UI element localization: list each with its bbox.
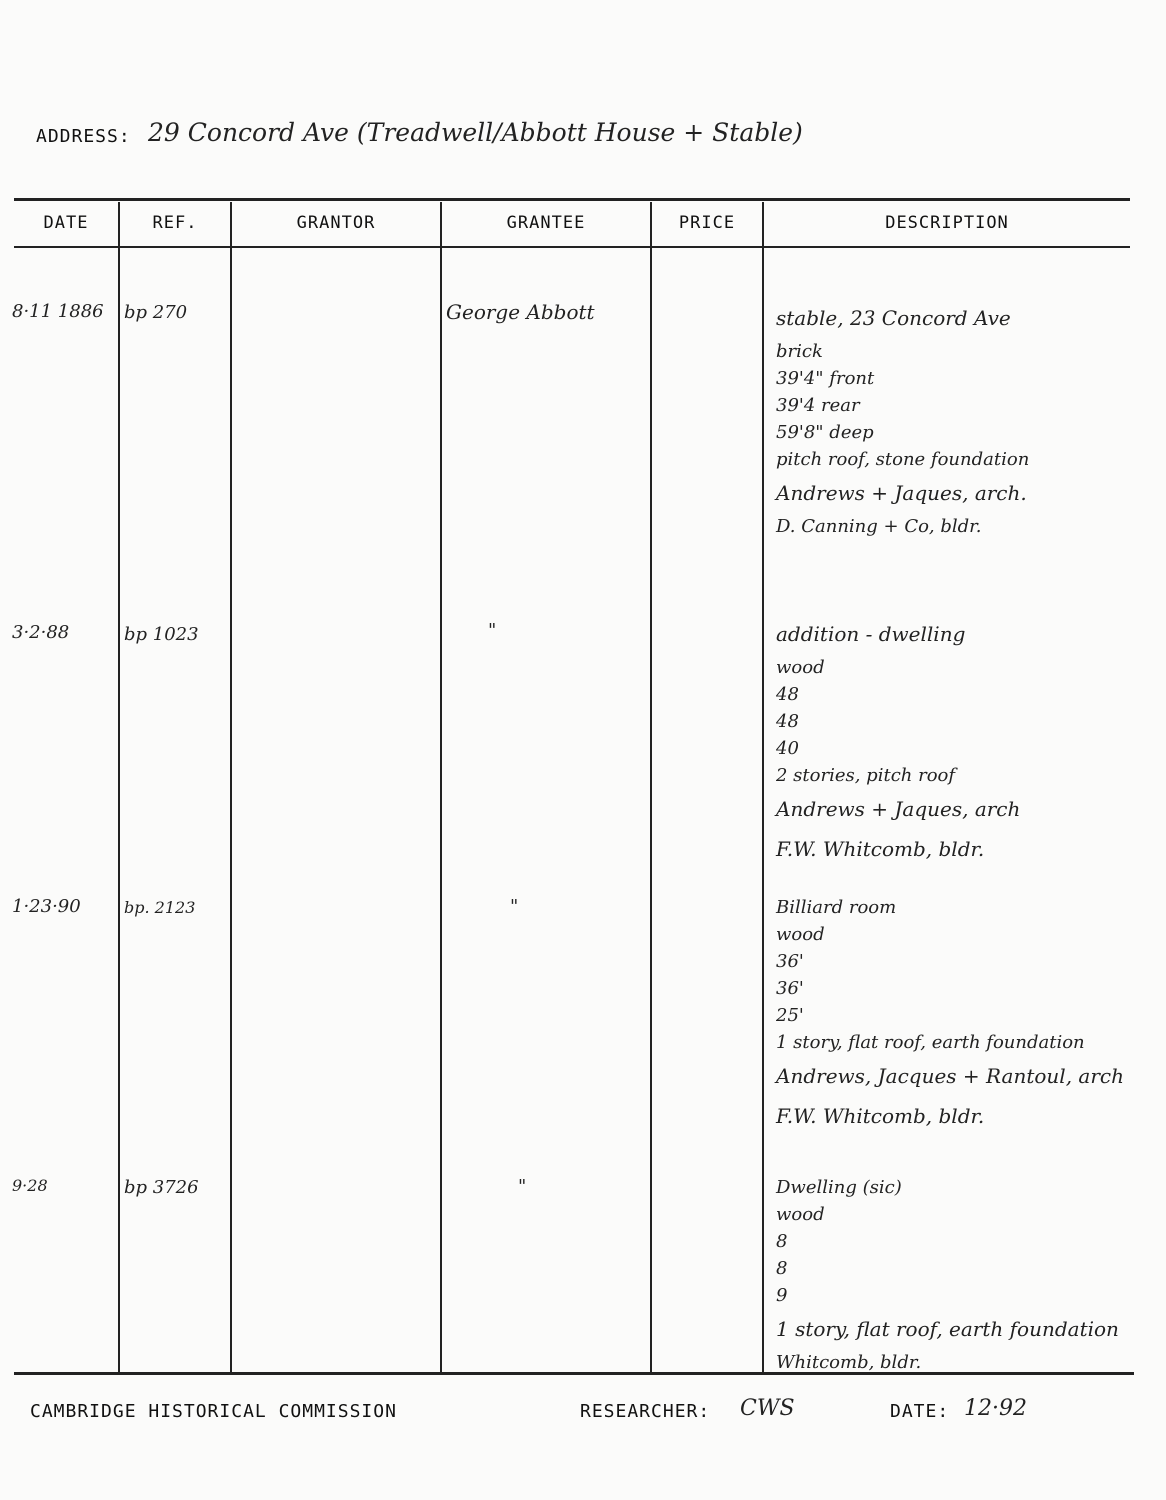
description-line: F.W. Whitcomb, bldr. [776, 837, 985, 861]
row-ref: bp 270 [124, 302, 188, 323]
description-line: 9 [776, 1285, 788, 1306]
description-line: pitch roof, stone foundation [776, 449, 1030, 470]
row-description [776, 298, 1126, 540]
row-date: 8·11 1886 [12, 301, 104, 322]
row-ref: bp 3726 [124, 1177, 199, 1198]
description-line: wood [776, 657, 825, 678]
row-ref: bp 1023 [124, 624, 199, 645]
researcher-label: RESEARCHER: [580, 1401, 711, 1422]
description-line: 25' [776, 1005, 804, 1026]
description-line: Andrews + Jaques, arch. [776, 481, 1027, 505]
date-label: DATE: [890, 1401, 950, 1422]
column-header-date: DATE [43, 213, 89, 233]
description-line: Billiard room [776, 897, 897, 918]
row-description [776, 1174, 1126, 1376]
column-divider [118, 202, 120, 1372]
column-divider [650, 202, 652, 1372]
row-grantee: " [510, 896, 519, 917]
description-line: 48 [776, 684, 799, 705]
column-header-ref: REF. [152, 213, 198, 233]
description-line: 8 [776, 1231, 788, 1252]
column-header-price: PRICE [678, 213, 736, 233]
column-header-description: DESCRIPTION [885, 213, 1009, 233]
description-line: 1 story, flat roof, earth foundation [776, 1032, 1085, 1053]
table-top-rule [14, 198, 1130, 201]
row-date: 9·28 [12, 1176, 48, 1195]
address-label: ADDRESS: [36, 126, 131, 147]
footer-organization: CAMBRIDGE HISTORICAL COMMISSION [30, 1401, 397, 1422]
description-line: Whitcomb, bldr. [776, 1352, 922, 1373]
researcher-value [740, 1396, 795, 1421]
description-line: 2 stories, pitch roof [776, 765, 956, 786]
description-line: wood [776, 1204, 825, 1225]
date-value [964, 1396, 1027, 1421]
date-value-text: 12·92 [964, 1396, 1027, 1421]
row-ref: bp. 2123 [124, 898, 196, 917]
description-line: addition - dwelling [776, 622, 966, 646]
description-line: Andrews, Jacques + Rantoul, arch [776, 1064, 1124, 1088]
description-line: brick [776, 341, 823, 362]
description-line: 8 [776, 1258, 788, 1279]
description-line: 39'4 rear [776, 395, 860, 416]
column-divider [440, 202, 442, 1372]
description-line: 48 [776, 711, 799, 732]
description-line: F.W. Whitcomb, bldr. [776, 1104, 985, 1128]
description-line: Andrews + Jaques, arch [776, 797, 1021, 821]
description-line: 36' [776, 978, 804, 999]
row-grantee: " [518, 1176, 527, 1197]
address-value: 29 Concord Ave (Treadwell/Abbott House + Stable) [148, 118, 803, 147]
description-line: Dwelling (sic) [776, 1177, 902, 1198]
description-line: D. Canning + Co, bldr. [776, 516, 982, 537]
row-date: 1·23·90 [12, 896, 81, 917]
column-header-grantee: GRANTEE [506, 213, 586, 233]
description-line: stable, 23 Concord Ave [776, 306, 1011, 330]
row-description [776, 614, 1126, 869]
description-line: 36' [776, 951, 804, 972]
description-line: wood [776, 924, 825, 945]
description-line: 39'4" front [776, 368, 875, 389]
header-bottom-rule [14, 246, 1130, 248]
row-grantee: George Abbott [446, 300, 595, 324]
researcher-initials: CWS [740, 1396, 795, 1421]
row-description [776, 894, 1126, 1136]
description-line: 40 [776, 738, 799, 759]
description-line: 1 story, flat roof, earth foundation [776, 1317, 1119, 1341]
row-date: 3·2·88 [12, 622, 70, 643]
row-grantee: " [488, 620, 497, 641]
column-divider [230, 202, 232, 1372]
column-header-grantor: GRANTOR [296, 213, 376, 233]
description-line: 59'8" deep [776, 422, 874, 443]
column-divider [762, 202, 764, 1372]
